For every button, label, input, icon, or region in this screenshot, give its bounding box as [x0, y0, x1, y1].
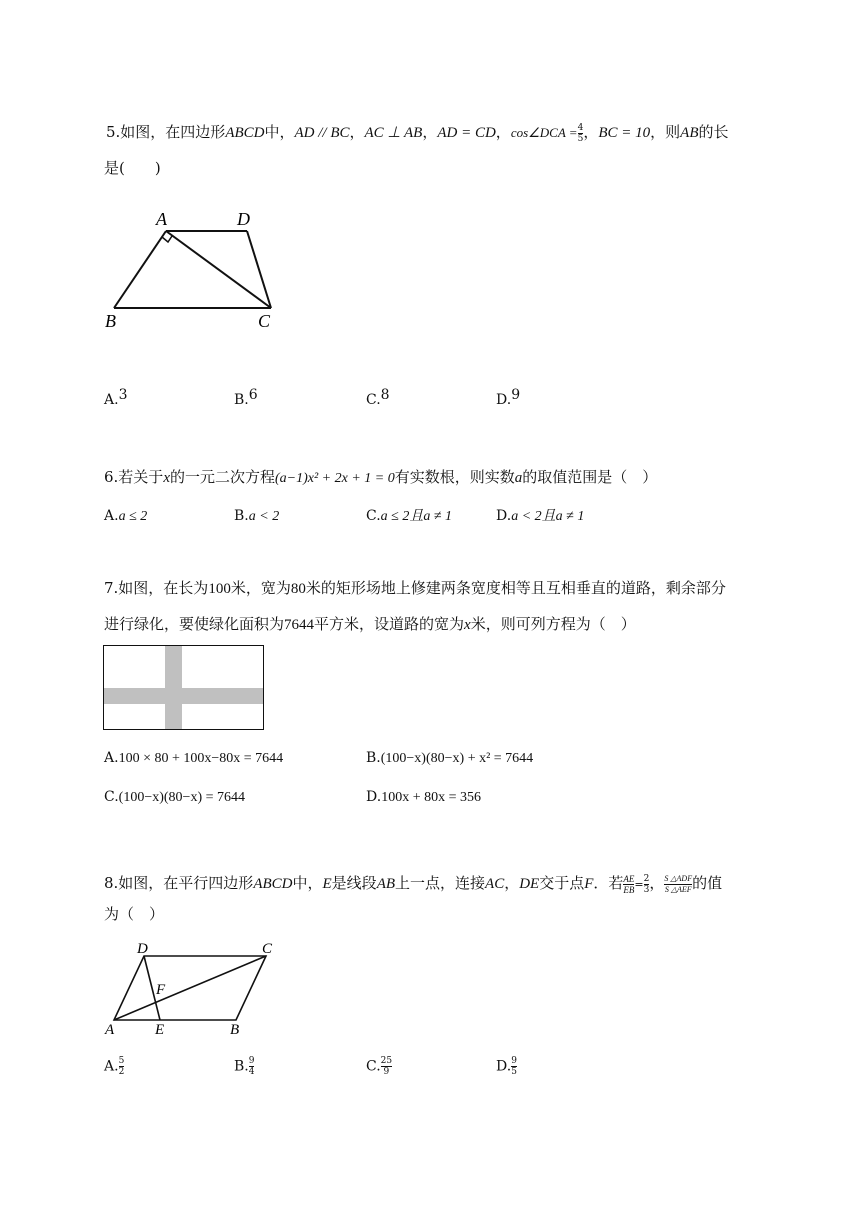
- q5-option-b[interactable]: B.6: [234, 387, 258, 408]
- q8-diagonal-ac: [114, 956, 266, 1020]
- q5-figure-quadrilateral: [100, 205, 290, 335]
- q8-label-d: D: [137, 941, 148, 957]
- q6-stem: 6.若关于x的一元二次方程(a−1)x² + 2x + 1 = 0有实数根，则实数a的取值范围是（ ）: [104, 468, 658, 486]
- q5-stem-line1: 5.如图，在四边形ABCD中，AD // BC，AC ⊥ AB，AD = CD，cos∠DCA = $\frac{4}{5}$ ，BC = 10，则AB的长: [106, 122, 729, 144]
- q8-stem-line2: 为（ ）: [104, 905, 165, 923]
- q5-option-d[interactable]: D.9: [496, 387, 521, 408]
- q5-option-c[interactable]: C.8: [366, 387, 390, 408]
- q7-road-horizontal: [104, 688, 264, 704]
- q6-option-c[interactable]: C.a ≤ 2且a ≠ 1: [366, 508, 453, 524]
- q8-option-c[interactable]: C. $\frac{25}{9}$: [366, 1056, 393, 1077]
- q7-option-b[interactable]: B.(100−x)(80−x) + x² = 7644: [366, 750, 534, 766]
- q8-label-e: E: [155, 1022, 165, 1038]
- q5-side-dc: [247, 231, 271, 308]
- area-ratio: $\frac{\text{S △ADF}}{\text{S △AEF}}$: [664, 873, 693, 894]
- q5-right-angle-mark: [162, 236, 172, 242]
- q8-label-b: B: [230, 1022, 240, 1038]
- q5-side-ab: [114, 231, 166, 308]
- q8-label-c: C: [262, 941, 273, 957]
- q6-option-b[interactable]: B.a < 2: [234, 508, 280, 524]
- cos-fraction: $\frac{4}{5}$: [577, 122, 584, 144]
- ratio-ae-eb: $\frac{AE}{EB}$: [623, 873, 635, 895]
- q7-figure-field: [103, 645, 265, 731]
- q7-field-rect: [104, 646, 264, 730]
- q8-option-d[interactable]: D. $\frac{9}{5}$: [496, 1056, 517, 1077]
- q7-road-vertical: [165, 646, 182, 730]
- q7-stem-line2: 进行绿化，要使绿化面积为7644平方米，设道路的宽为x米，则可列方程为（ ）: [104, 615, 636, 633]
- q8-option-b[interactable]: B. $\frac{9}{4}$: [234, 1056, 255, 1077]
- q8-stem-line1: 8.如图，在平行四边形ABCD中，E是线段AB上一点，连接AC，DE交于点F．若 $\frac{AE}{EB}$ = $\frac{2}{3}$ ， $\frac{\text{S △ADF}}{\text{S △AEF}}$ 的值: [104, 873, 723, 895]
- ratio-value: $\frac{2}{3}$: [643, 873, 650, 895]
- q5-option-a[interactable]: A.3: [104, 387, 128, 408]
- q8-label-a: A: [105, 1022, 115, 1038]
- q8-figure-parallelogram: [100, 938, 290, 1038]
- q5-label-d: D: [237, 209, 250, 229]
- q5-label-b: B: [105, 311, 116, 331]
- q6-option-a[interactable]: A.a ≤ 2: [104, 508, 148, 524]
- q7-option-c[interactable]: C.(100−x)(80−x) = 7644: [104, 789, 246, 805]
- q5-stem-line2: 是( ): [104, 159, 161, 177]
- q7-stem-line1: 7.如图，在长为100米，宽为80米的矩形场地上修建两条宽度相等且互相垂直的道路，剩余部分: [104, 579, 726, 597]
- q5-diagonal-ac: [166, 231, 271, 308]
- q5-label-c: C: [258, 311, 271, 331]
- q5-label-a: A: [156, 209, 167, 229]
- q7-option-d[interactable]: D.100x + 80x = 356: [366, 789, 481, 805]
- q6-option-d[interactable]: D.a < 2且a ≠ 1: [496, 508, 585, 524]
- q8-option-a[interactable]: A. $\frac{5}{2}$: [104, 1056, 125, 1077]
- q7-option-a[interactable]: A.100 × 80 + 100x−80x = 7644: [104, 750, 284, 766]
- q8-label-f: F: [156, 982, 166, 998]
